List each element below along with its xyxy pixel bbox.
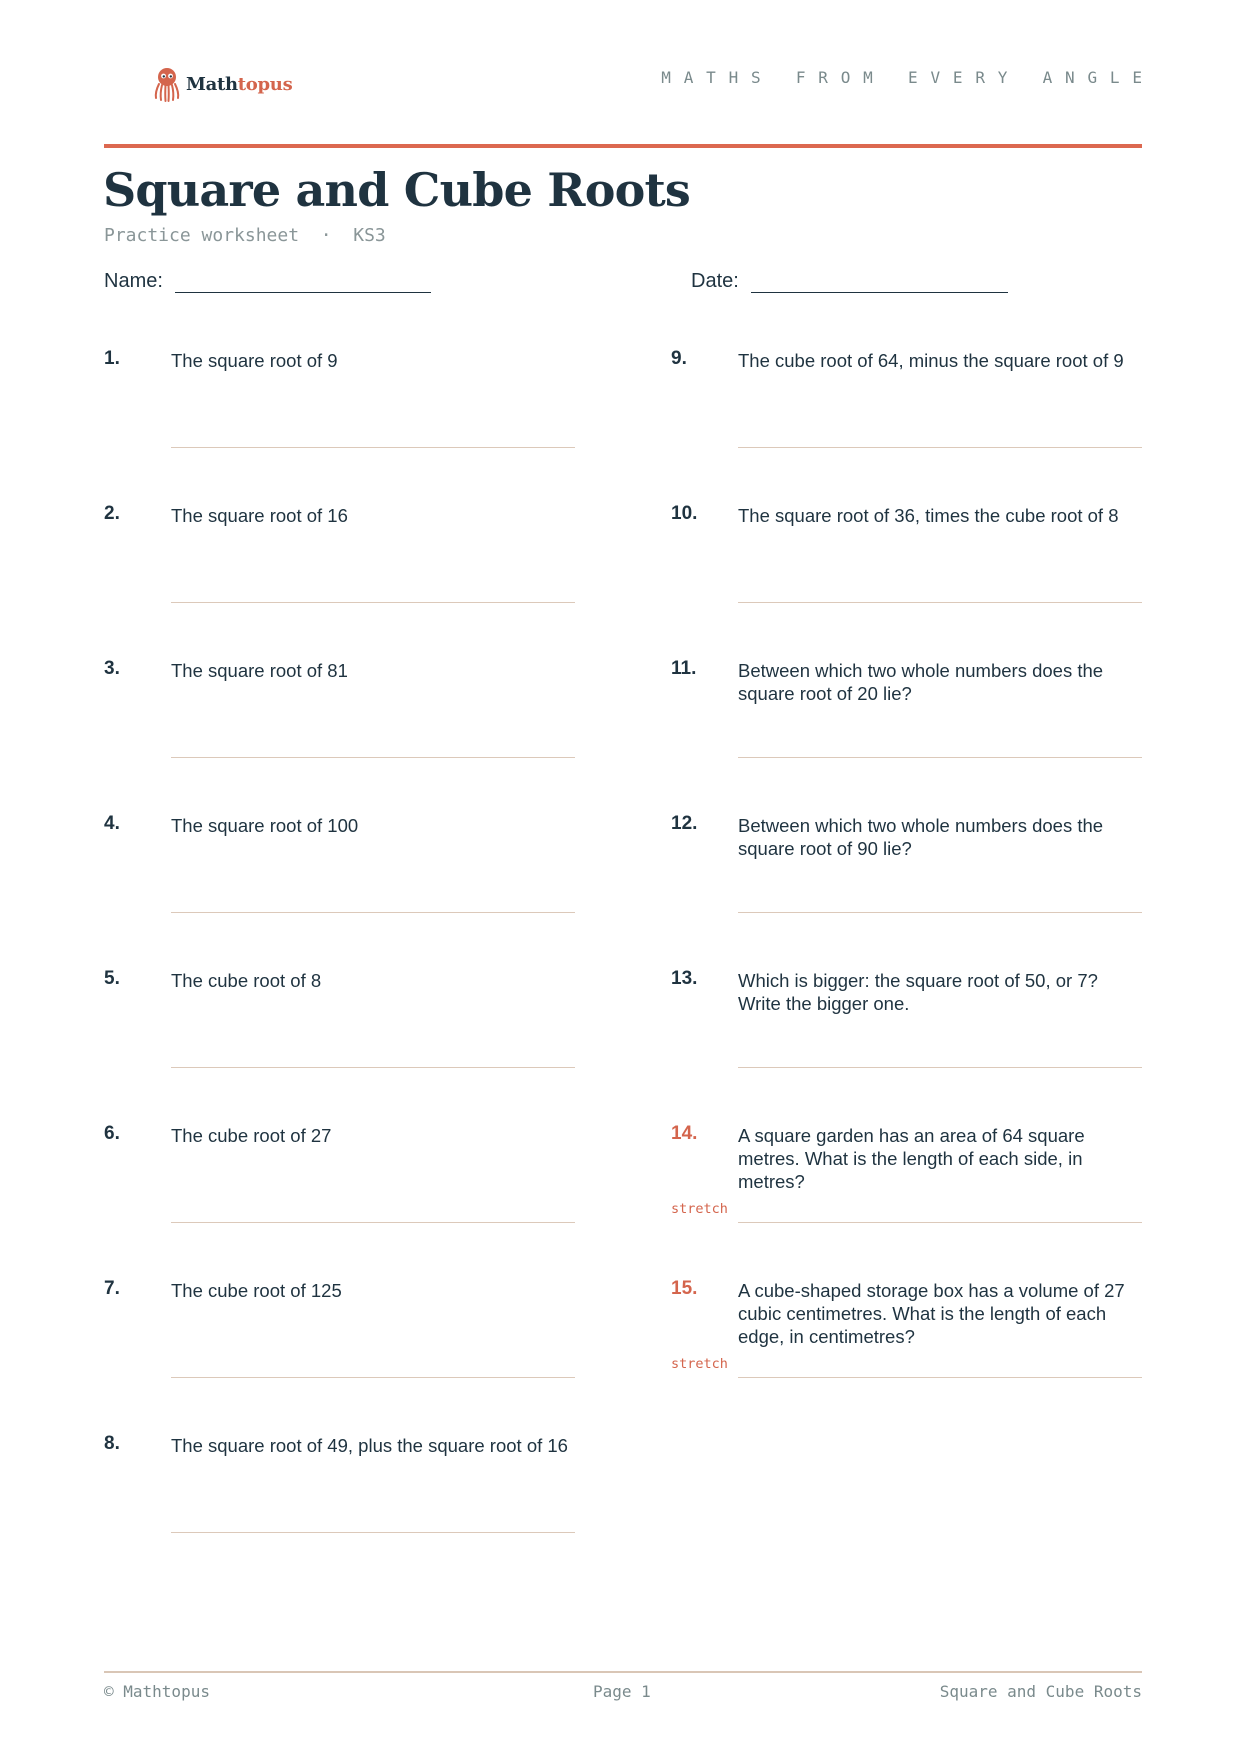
date-label: Date: — [691, 270, 739, 292]
question-text: The cube root of 8 — [171, 970, 322, 991]
answer-line[interactable] — [738, 447, 1142, 448]
question-number: 4. — [104, 813, 120, 834]
question-item — [104, 1123, 574, 1243]
answer-line[interactable] — [738, 1377, 1142, 1378]
answer-line[interactable] — [738, 602, 1142, 603]
logo-text-accent: topus — [237, 73, 293, 95]
question-number: 2. — [104, 503, 120, 524]
question-item — [104, 503, 574, 623]
date-field[interactable] — [691, 270, 1008, 293]
question-item — [671, 1123, 1141, 1243]
logo — [152, 66, 292, 102]
question-item — [671, 968, 1141, 1088]
answer-line[interactable] — [738, 1067, 1142, 1068]
question-item — [104, 968, 574, 1088]
page-title: Square and Cube Roots — [103, 163, 691, 217]
name-label: Name: — [104, 270, 163, 292]
tagline: MATHS FROM EVERY ANGLE — [661, 68, 1155, 87]
answer-line[interactable] — [171, 447, 575, 448]
question-item — [671, 813, 1141, 933]
answer-line[interactable] — [738, 912, 1142, 913]
answer-line[interactable] — [171, 1067, 575, 1068]
footer-rule — [104, 1671, 1142, 1673]
question-text: The cube root of 64, minus the square root of 9 — [738, 350, 1124, 371]
question-number: 11. — [671, 658, 697, 679]
question-text: The square root of 81 — [171, 660, 348, 681]
question-text: The cube root of 27 — [171, 1125, 332, 1146]
question-number: 13. — [671, 968, 698, 989]
answer-line[interactable] — [738, 1222, 1142, 1223]
answer-line[interactable] — [171, 1222, 575, 1223]
question-text: The square root of 9 — [171, 350, 338, 371]
question-item — [671, 503, 1141, 623]
question-text: A square garden has an area of 64 square metres. What is the length of each side, in metres? — [738, 1125, 1085, 1192]
question-item — [104, 658, 574, 778]
footer-page-number: Page 1 — [593, 1682, 651, 1701]
logo-text — [186, 74, 292, 95]
date-blank[interactable] — [751, 273, 1008, 293]
name-field[interactable] — [104, 270, 431, 293]
question-item — [671, 658, 1141, 778]
name-blank[interactable] — [175, 273, 431, 293]
question-text: Between which two whole numbers does the square root of 20 lie? — [738, 660, 1104, 704]
question-item — [671, 1278, 1141, 1398]
answer-line[interactable] — [171, 912, 575, 913]
question-item — [104, 348, 574, 468]
header-rule — [104, 144, 1142, 148]
question-item — [104, 1278, 574, 1398]
answer-line[interactable] — [738, 757, 1142, 758]
answer-line[interactable] — [171, 1532, 575, 1533]
question-item — [671, 348, 1141, 468]
question-text: A cube-shaped storage box has a volume of 27 cubic centimetres. What is the length of each edge, in centimetres? — [738, 1280, 1125, 1347]
question-number: 7. — [104, 1278, 120, 1299]
question-text: Which is bigger: the square root of 50, or 7? Write the bigger one. — [738, 970, 1098, 1014]
question-text: The cube root of 125 — [171, 1280, 342, 1301]
question-text: The square root of 16 — [171, 505, 348, 526]
question-number: 9. — [671, 348, 687, 369]
stretch-tag: stretch — [671, 1356, 728, 1372]
question-number: 5. — [104, 968, 120, 989]
question-number: 8. — [104, 1433, 120, 1454]
question-number: 3. — [104, 658, 120, 679]
question-item — [104, 813, 574, 933]
octopus-icon — [152, 66, 182, 102]
question-item — [104, 1433, 574, 1553]
stretch-tag: stretch — [671, 1201, 728, 1217]
answer-line[interactable] — [171, 602, 575, 603]
answer-line[interactable] — [171, 757, 575, 758]
page-header — [104, 66, 1155, 102]
question-text: The square root of 100 — [171, 815, 359, 836]
question-number: 10. — [671, 503, 698, 524]
question-number: 1. — [104, 348, 120, 369]
answer-line[interactable] — [171, 1377, 575, 1378]
question-text: The square root of 49, plus the square root of 16 — [171, 1435, 568, 1456]
question-number: 14. — [671, 1123, 698, 1144]
question-number: 15. — [671, 1278, 698, 1299]
question-text: Between which two whole numbers does the square root of 90 lie? — [738, 815, 1104, 859]
question-number: 12. — [671, 813, 698, 834]
footer-copyright: © Mathtopus — [104, 1682, 210, 1701]
question-number: 6. — [104, 1123, 120, 1144]
page-subtitle: Practice worksheet · KS3 — [104, 225, 386, 246]
question-text: The square root of 36, times the cube root of 8 — [738, 505, 1119, 526]
logo-text-primary: Math — [186, 73, 238, 95]
footer-title: Square and Cube Roots — [939, 1682, 1142, 1701]
